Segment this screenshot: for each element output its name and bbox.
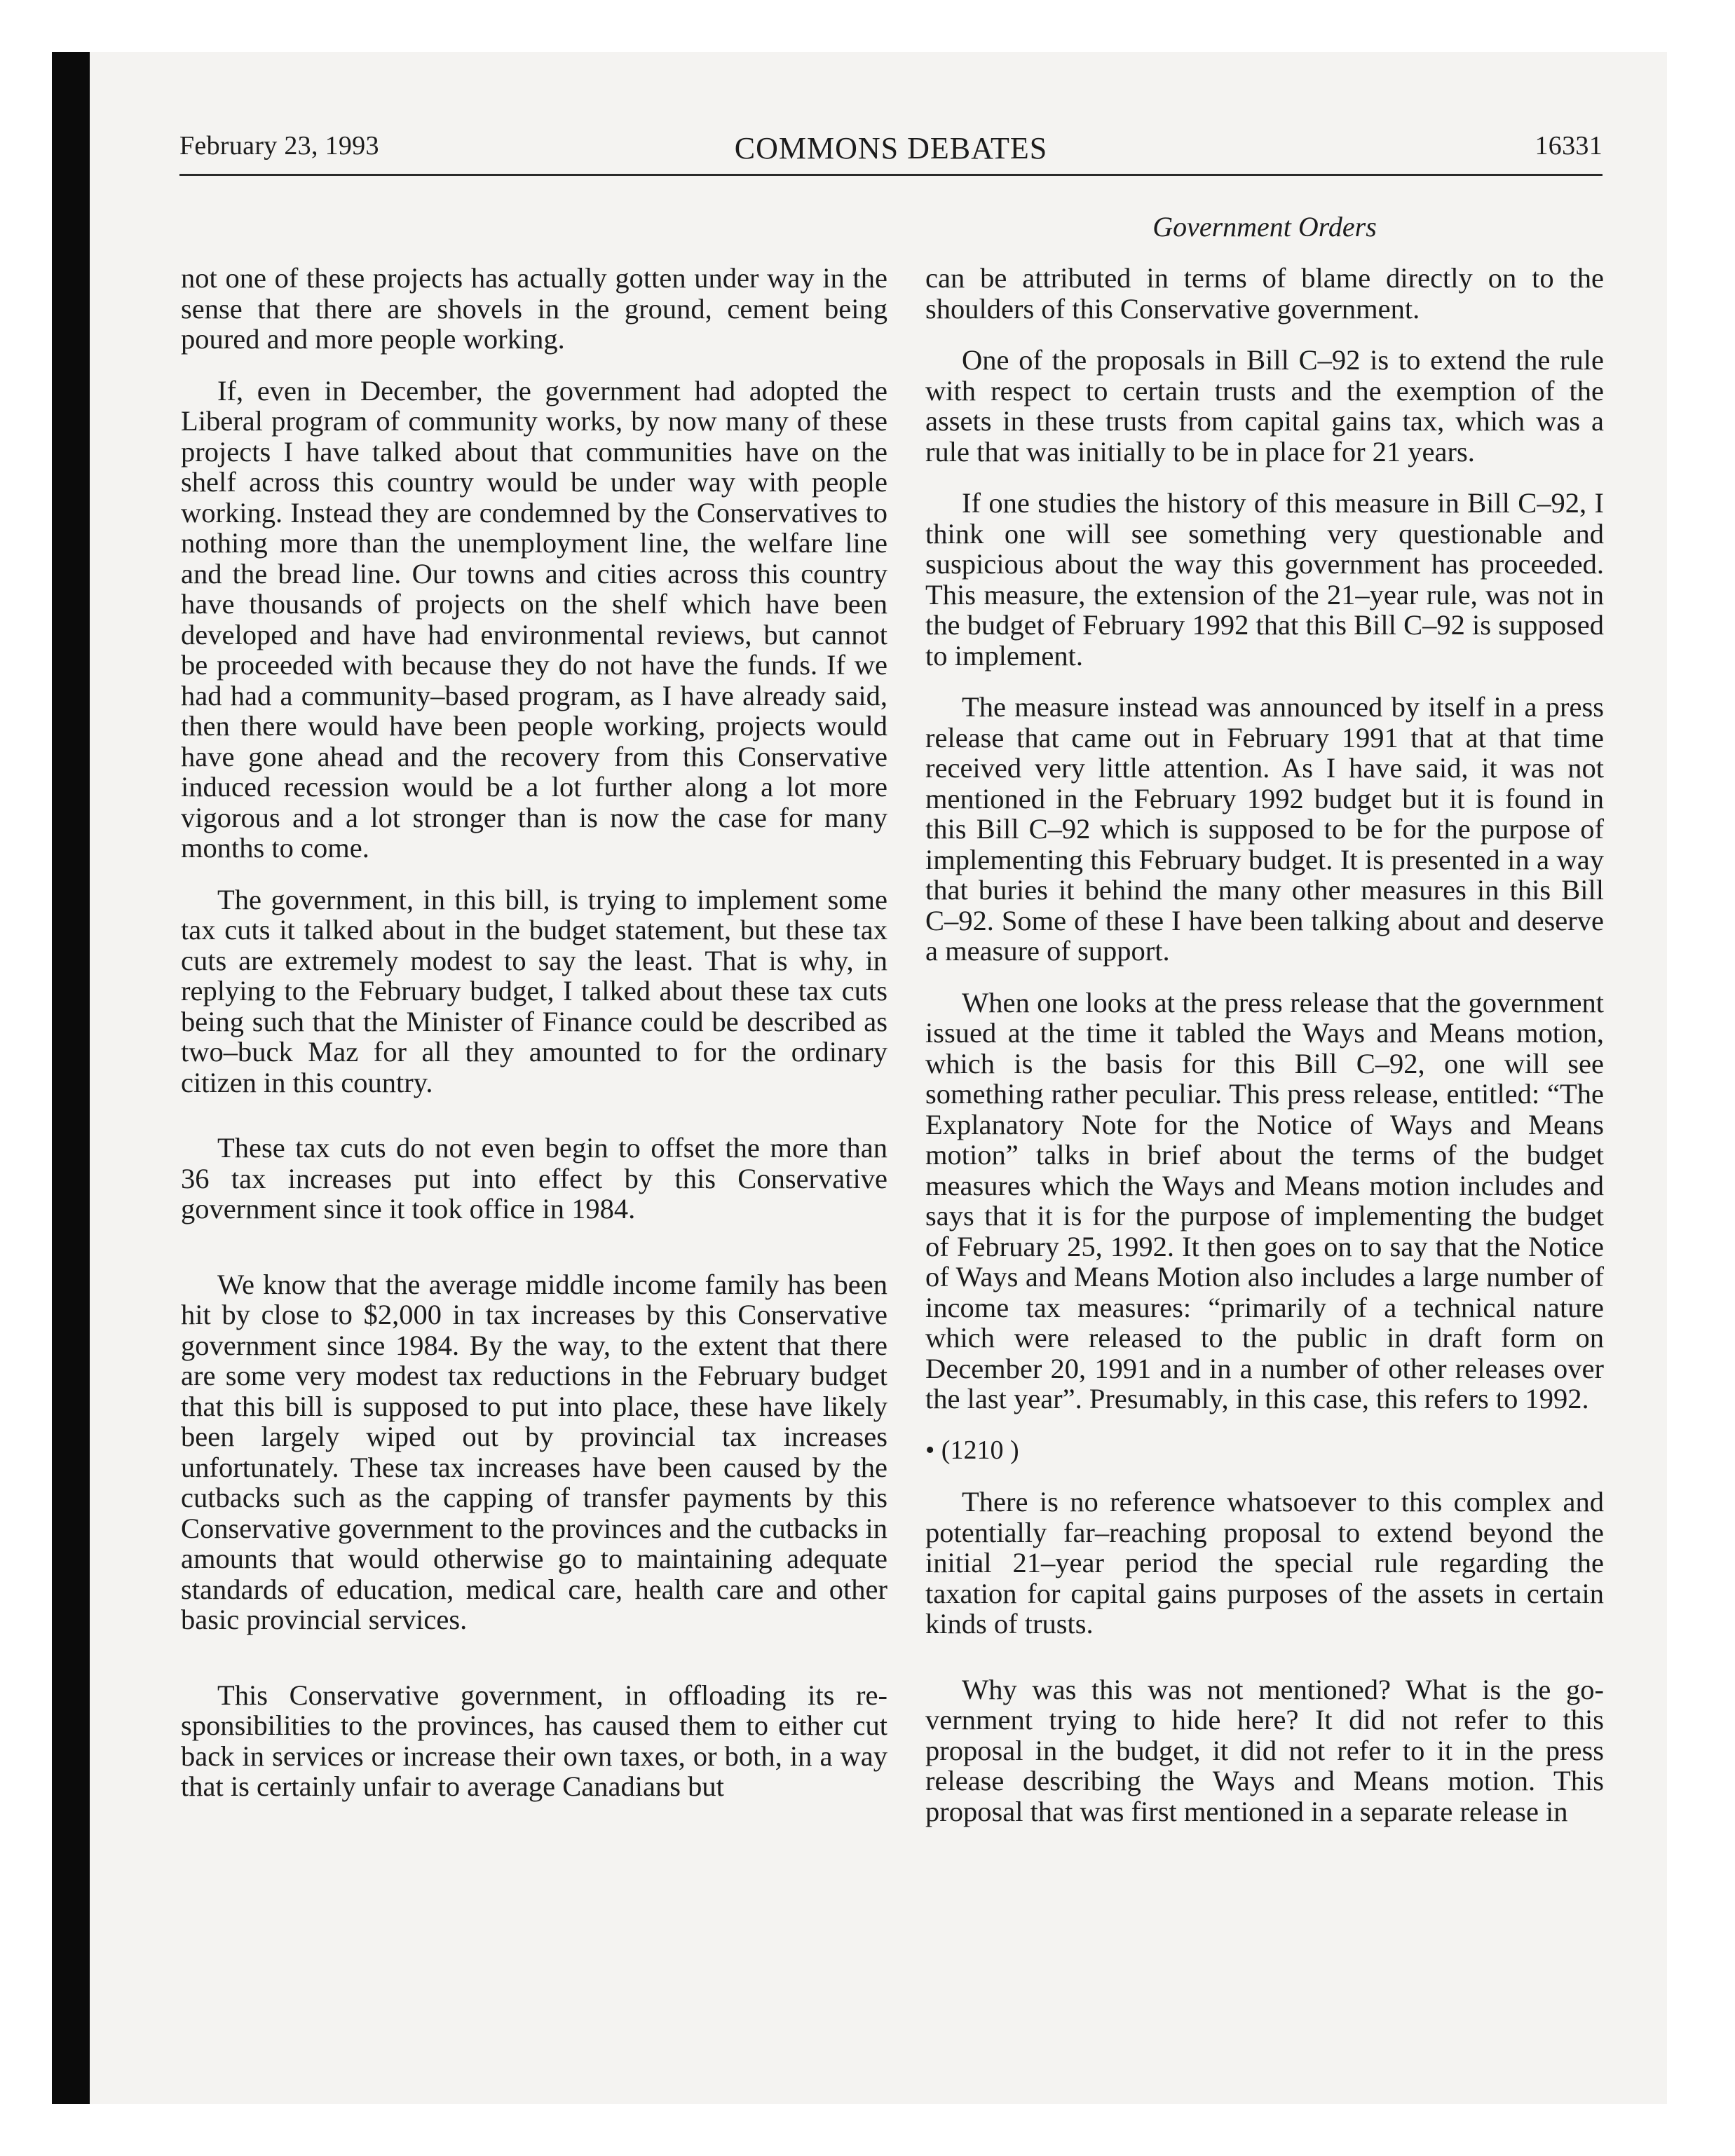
paragraph: not one of these projects has actually gotten under way in the sense that there are shovels in the ground, cement being poured and more people working.	[181, 262, 887, 355]
header-title: COMMONS DEBATES	[734, 131, 1048, 165]
paragraph: The measure instead was announced by itself in a press release that came out in February 1991 that at that time received very little attention. As I have said, it was not mentioned in the February 1992 budget but it is found in this Bill C–92 which is supposed to be for the purpose of implementing this February budget. It is presented in a way that buries it behind the many other measures in this Bill C–92. Some of these I have been talking about and deserve a measure of support.	[925, 691, 1604, 967]
paragraph: If, even in December, the government had adopted the Liberal program of community works, by now many of these projects I have talked about that communities have on the shelf across this country would be under way with people working. Instead they are condemned by the Conservatives to nothing more than the unemployment line, the welfare line and the bread line. Our towns and cities across this country have thousands of projects on the shelf which have been developed and have had environmental reviews, but cannot be proceeded with because they do not have the funds. If we had had a community–based program, as I have already said, then there would have been people working, projects would have gone ahead and the recovery from this Conservative induced recession would be a lot further along a lot more vigorous and a lot stronger than is now the case for many months to come.	[181, 374, 887, 864]
time-marker: • (1210 )	[925, 1435, 1019, 1465]
page-header	[179, 130, 1603, 172]
scan-border-edge	[52, 52, 90, 2104]
header-divider	[179, 174, 1603, 176]
paragraph: If one studies the history of this measure in Bill C–92, I think one will see something very questionable and suspicious about the way this government has proceeded. This measure, the extension of the 21–year rule, was not in the budget of February 1992 that this Bill C–92 is supposed to implement.	[925, 487, 1604, 671]
left-column	[181, 263, 887, 1802]
paragraph: One of the proposals in Bill C–92 is to extend the rule with respect to certain trusts and the exemption of the assets in these trusts from capital gains tax, which was a rule that was initially to be in place for 21 years.	[925, 344, 1604, 468]
paragraph: Why was this was not mentioned? What is the government trying to hide here? It did not refer to this proposal in the budget, it did not refer to it in the press release describing the Ways and Means motion. This proposal that was first mentioned in a separate release in	[925, 1673, 1604, 1827]
header-date: February 23, 1993	[179, 131, 379, 161]
section-label: Government Orders	[1152, 211, 1377, 243]
paragraph: There is no reference whatsoever to this complex and potentially far–reaching proposal to extend beyond the initial 21–year period the special rule regarding the taxation for capital gains purposes of the assets in certain kinds of trusts.	[925, 1486, 1604, 1639]
right-column	[925, 263, 1604, 1827]
paragraph: The government, in this bill, is trying to implement some tax cuts it talked about in the budget statement, but these tax cuts are extremely modest to say the least. That is why, in replying to the February budget, I talked about these tax cuts being such that the Minister of Finance could be described as two–buck Maz for all they amounted to for the ordinary citizen in this country.	[181, 883, 887, 1098]
paragraph: can be attributed in terms of blame directly on to the shoulders of this Conservative government.	[925, 262, 1604, 325]
paragraph: We know that the average middle income family has been hit by close to $2,000 in tax increases by this Conservative government since 1984. By the way, to the extent that there are some very modest tax reductions in the February budget that this bill is supposed to put into place, these have likely been largely wiped out by provincial tax increases unfortunately. These tax increases have been caused by the cutbacks such as the capping of transfer payments by this Conservative government to the provinces and the cutbacks in amounts that would otherwise go to maintaining adequate standards of education, medical care, health care and other basic provincial services.	[181, 1268, 887, 1635]
paragraph: When one looks at the press release that the government issued at the time it tabled the Ways and Means motion, which is the basis for this Bill C–92, one will see something rather peculiar. This press release, entitled: “The Explanatory Note for the Notice of Ways and Means motion” talks in brief about the terms of the budget measures which the Ways and Means motion includes and says that it is for the purpose of implementing the budget of February 25, 1992. It then goes on to say that the Notice of Ways and Means Motion also includes a large number of income tax measures: “primarily of a technical nature which were released to the public in draft form on December 20, 1991 and in a number of other releases over the last year”. Presumably, in this case, this refers to 1992.	[925, 986, 1604, 1414]
paragraph: These tax cuts do not even begin to offset the more than 36 tax increases put into effect by this Conservative government since it took office in 1984.	[181, 1132, 887, 1224]
header-page-number: 16331	[1535, 131, 1603, 161]
paragraph: This Conservative government, in offloading its responsibilities to the provinces, has caused them to either cut back in services or increase their own taxes, or both, in a way that is certainly unfair to average Canadians but	[181, 1679, 887, 1802]
